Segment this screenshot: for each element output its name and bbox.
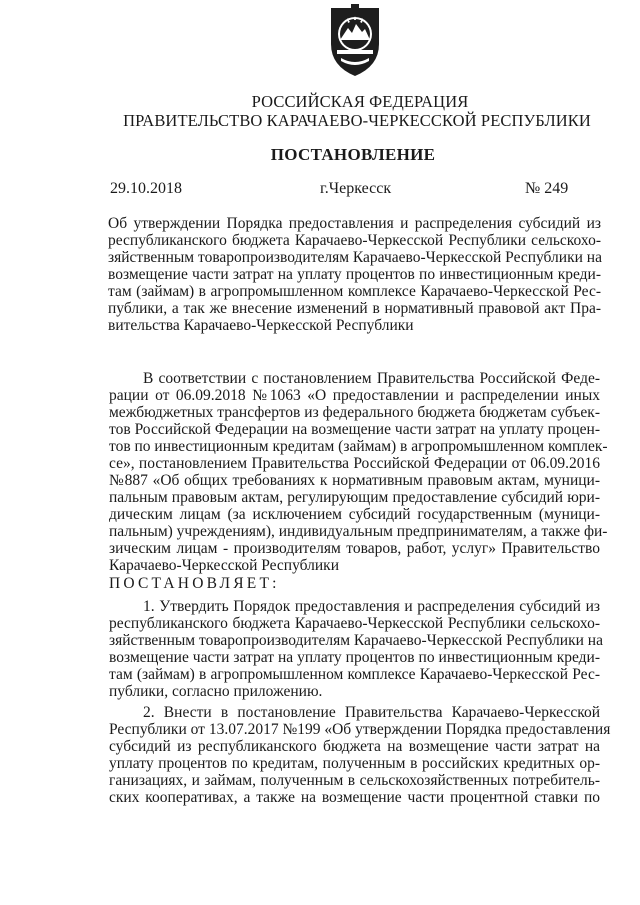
document-date: 29.10.2018: [110, 180, 182, 197]
item1-line: публики, согласно приложению.: [109, 683, 323, 700]
summary-line: зяйственным товаропроизводителям Карачаево-Черкесской Республики на: [108, 249, 602, 266]
resolves-heading: ПОСТАНОВЛЯЕТ:: [109, 575, 280, 592]
preamble-line: дическим лицам (за исключением субсидий государственным (муници-: [109, 506, 600, 523]
item1-line: зяйственным товаропроизводителям Карачаево-Черкесской Республики на: [109, 632, 603, 649]
preamble-line: №887 «Об общих требованиях к нормативным правовым актам, муници-: [109, 472, 600, 489]
item2-line: ганизациях, и займам, полученным в сельскохозяйственных потребитель-: [109, 772, 600, 789]
preamble-line: пальным правовым актам, регулирующим предоставление субсидий юри-: [109, 489, 600, 506]
item2-line: Республики от 13.07.2017 №199 «Об утверждении Порядка предоставления: [109, 721, 611, 738]
item2-line: ских кооперативах, а также на возмещение части процентной ставки по: [109, 789, 600, 806]
item1-line: республиканского бюджета Карачаево-Черкесской Республики сельскохо-: [109, 615, 600, 632]
summary-line: возмещение части затрат на уплату процентов по инвестиционным креди-: [108, 266, 601, 283]
item1-line: там (займам) в агропромышленном комплексе Карачаево-Черкесской Рес-: [109, 666, 600, 683]
summary-line: вительства Карачаево-Черкесской Республики: [108, 317, 414, 334]
karachay-cherkessia-emblem-icon: [325, 4, 385, 80]
preamble-line: Карачаево-Черкесской Республики: [109, 557, 339, 574]
item1-line: 1. Утвердить Порядок предоставления и распределения субсидий из: [143, 598, 600, 615]
summary-line: там (займам) в агропромышленном комплексе Карачаево-Черкесской Рес-: [108, 283, 601, 300]
preamble-line: тов по инвестиционным кредитам (займам) в агропромышленном комплек-: [109, 438, 608, 455]
preamble-line: се», постановлением Правительства Российской Федерации от 06.09.2016: [109, 455, 600, 472]
document-number: № 249: [525, 180, 569, 197]
item2-line: уплату процентов по кредитам, полученным в российских кредитных ор-: [109, 755, 600, 772]
summary-line: Об утверждении Порядка предоставления и распределения субсидий из: [108, 215, 601, 232]
item2-line: 2. Внести в постановление Правительства Карачаево-Черкесской: [143, 704, 600, 721]
preamble-line: тов Российской Федерации на возмещение части затрат на уплату процен-: [109, 421, 600, 438]
preamble-line: В соответствии с постановлением Правительства Российской Феде-: [143, 370, 600, 387]
preamble-line: зическим лицам - производителям товаров, работ, услуг» Правительство: [109, 540, 600, 557]
item1-line: возмещение части затрат на уплату процентов по инвестиционным креди-: [109, 649, 600, 666]
summary-line: республиканского бюджета Карачаево-Черкесской Республики сельскохо-: [108, 232, 601, 249]
preamble-line: рации от 06.09.2018 №1063 «О предоставлении и распределении иных: [109, 387, 600, 404]
summary-line: публики, а так же внесение изменений в нормативный правовой акт Пра-: [108, 300, 601, 317]
document-city: г.Черкесск: [320, 180, 392, 197]
item2-line: субсидий из республиканского бюджета на возмещение части затрат на: [109, 738, 600, 755]
country-heading: РОССИЙСКАЯ ФЕДЕРАЦИЯ: [251, 92, 469, 111]
preamble-line: межбюджетных трансфертов из федерального бюджета бюджетам субъек-: [109, 404, 600, 421]
preamble-line: пальным) учреждениям), индивидуальным предпринимателям, а также фи-: [109, 523, 608, 540]
government-heading: ПРАВИТЕЛЬСТВО КАРАЧАЕВО-ЧЕРКЕССКОЙ РЕСПУБЛИКИ: [123, 111, 591, 130]
document-type-title: ПОСТАНОВЛЕНИЕ: [270, 145, 436, 164]
